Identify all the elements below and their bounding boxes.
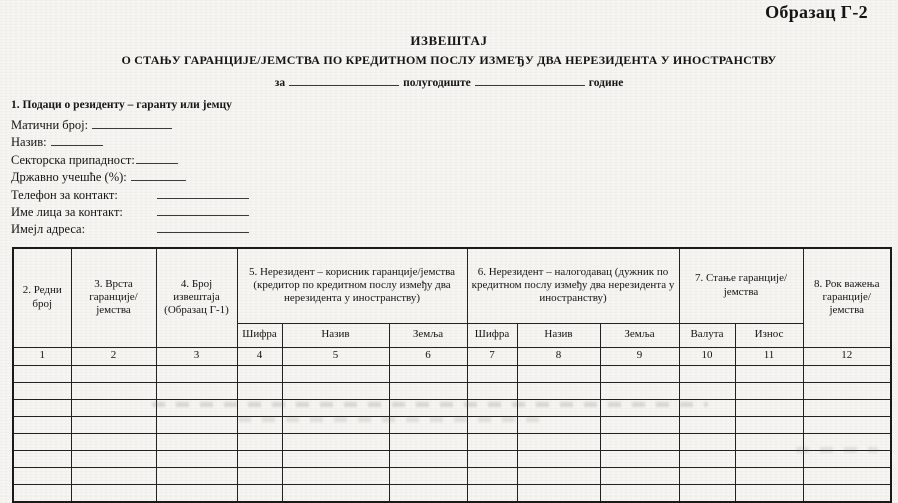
column-number-cell: 4 [237,347,282,365]
col-group-nonresident-beneficiary: 5. Нерезидент – корисник гаранције/јемства (кредитор по кредитном послу између два нерезидента у иностранству) [237,248,467,323]
field-label: Матични број: [11,118,89,132]
report-title: ИЗВЕШТАЈ [410,33,488,48]
subheader-code: Шифра [467,323,517,347]
empty-data-cell [237,450,282,467]
field-label: Назив: [11,135,47,150]
empty-data-cell [389,365,467,382]
empty-data-cell [389,450,467,467]
empty-data-cell [600,382,679,399]
subheader-name: Назив [282,323,389,347]
contact-phone-blank [157,187,249,199]
empty-data-cell [467,450,517,467]
empty-data-cell [467,467,517,484]
empty-data-cell [735,416,803,433]
field-label: Телефон за контакт: [11,187,118,202]
table-body [13,365,891,502]
field-label: Имејл адреса: [11,222,86,237]
empty-data-cell [600,433,679,450]
empty-data-row [13,484,891,502]
empty-data-row [13,365,891,382]
empty-data-cell [71,484,156,502]
empty-data-cell [13,382,71,399]
empty-data-cell [679,399,735,416]
empty-data-cell [679,484,735,502]
year-blank-field [475,74,585,86]
empty-data-cell [735,382,803,399]
empty-data-cell [679,382,735,399]
empty-data-cell [13,416,71,433]
column-number-cell: 1 [13,347,71,365]
empty-data-cell [600,450,679,467]
empty-data-cell [282,484,389,502]
empty-data-cell [13,433,71,450]
column-number-cell: 11 [735,347,803,365]
col-group-guarantee-state: 7. Стање гаранције/јемства [679,248,803,323]
col-header-report-number: 4. Број извештаја (Образац Г-1) [156,248,237,347]
empty-data-row [13,467,891,484]
empty-data-cell [735,450,803,467]
empty-data-cell [237,399,282,416]
empty-data-cell [679,450,735,467]
field-label: Секторска припадност: [11,152,135,167]
field-registration-number [11,117,331,134]
empty-data-cell [803,467,891,484]
period-prefix-label: за [274,77,286,89]
empty-data-cell [517,433,600,450]
empty-data-cell [13,450,71,467]
empty-data-cell [600,399,679,416]
column-number-cell: 3 [156,347,237,365]
column-number-cell: 2 [71,347,156,365]
email-blank [157,221,249,233]
empty-data-cell [600,416,679,433]
subheader-amount: Износ [735,323,803,347]
subheader-name: Назив [517,323,600,347]
empty-data-cell [735,365,803,382]
empty-data-cell [156,416,237,433]
field-label: Државно учешће (%): [11,170,127,185]
empty-data-cell [735,484,803,502]
empty-data-cell [517,467,600,484]
period-middle-label: полугодиште [403,77,471,89]
empty-data-cell [389,467,467,484]
empty-data-cell [389,416,467,433]
column-number-cell: 5 [282,347,389,365]
empty-data-cell [803,484,891,502]
empty-data-cell [517,484,600,502]
subheader-currency: Валута [679,323,735,347]
empty-data-cell [71,399,156,416]
report-subtitle: О СТАЊУ ГАРАНЦИЈЕ/ЈЕМСТВА ПО КРЕДИТНОМ ПОСЛУ ИЗМЕЂУ ДВА НЕРЕЗИДЕНТА У ИНОСТРАНСТВУ [121,53,777,67]
empty-data-cell [600,467,679,484]
empty-data-cell [803,365,891,382]
title-block [0,33,898,89]
empty-data-cell [71,365,156,382]
empty-data-cell [803,399,891,416]
col-header-guarantee-type: 3. Врста гаранције/ јемства [71,248,156,347]
empty-data-cell [735,433,803,450]
empty-data-cell [735,399,803,416]
empty-data-cell [237,433,282,450]
subheader-country: Земља [600,323,679,347]
guarantee-report-table [12,247,892,503]
empty-data-cell [71,382,156,399]
column-number-cell: 8 [517,347,600,365]
empty-data-cell [467,399,517,416]
table-header-group-row [13,248,891,323]
period-line [0,74,898,89]
empty-data-cell [156,365,237,382]
field-state-share [11,169,331,186]
empty-data-cell [156,484,237,502]
empty-data-cell [467,484,517,502]
col-header-serial-number: 2. Редни број [13,248,71,347]
empty-data-cell [156,450,237,467]
subheader-code: Шифра [237,323,282,347]
empty-data-row [13,382,891,399]
empty-data-cell [282,450,389,467]
empty-data-cell [389,382,467,399]
contact-person-blank [157,204,249,216]
empty-data-cell [282,365,389,382]
empty-data-cell [13,467,71,484]
field-name [11,134,331,151]
empty-data-cell [13,399,71,416]
empty-data-cell [467,416,517,433]
empty-data-cell [71,433,156,450]
empty-data-cell [237,416,282,433]
column-number-cell: 7 [467,347,517,365]
field-email [11,221,331,238]
empty-data-cell [71,450,156,467]
empty-data-cell [517,450,600,467]
col-header-validity-period: 8. Рок важења гаранције/ јемства [803,248,891,347]
empty-data-cell [237,382,282,399]
empty-data-cell [282,433,389,450]
empty-data-cell [156,399,237,416]
col-group-nonresident-principal: 6. Нерезидент – налогодавац (дужник по кредитном послу између два нерезидента у иностранству) [467,248,679,323]
empty-data-cell [517,416,600,433]
column-number-cell: 6 [389,347,467,365]
empty-data-cell [803,382,891,399]
empty-data-cell [679,433,735,450]
empty-data-row [13,416,891,433]
empty-data-cell [237,365,282,382]
empty-data-cell [389,399,467,416]
field-sector [11,152,331,169]
empty-data-cell [237,484,282,502]
empty-data-cell [803,450,891,467]
subheader-country: Земља [389,323,467,347]
empty-data-cell [389,433,467,450]
empty-data-cell [13,365,71,382]
empty-data-cell [679,365,735,382]
empty-data-cell [156,382,237,399]
empty-data-cell [517,399,600,416]
empty-data-cell [679,467,735,484]
empty-data-cell [282,399,389,416]
empty-data-cell [467,433,517,450]
empty-data-row [13,399,891,416]
empty-data-cell [679,416,735,433]
empty-data-cell [71,467,156,484]
column-number-cell: 12 [803,347,891,365]
empty-data-cell [282,416,389,433]
empty-data-cell [389,484,467,502]
empty-data-cell [467,365,517,382]
resident-section [11,99,331,239]
field-label: Име лица за контакт: [11,204,123,219]
empty-data-cell [282,382,389,399]
empty-data-row [13,433,891,450]
empty-data-cell [467,382,517,399]
empty-data-cell [735,467,803,484]
resident-section-heading: 1. Подаци о резиденту – гаранту или јемцу [11,99,232,111]
field-contact-phone [11,187,331,204]
empty-data-cell [237,467,282,484]
period-suffix-label: године [588,77,624,89]
name-blank [51,134,103,146]
empty-data-cell [71,416,156,433]
column-number-row [13,347,891,365]
empty-data-cell [600,365,679,382]
empty-data-cell [156,467,237,484]
registration-number-blank [92,117,172,129]
empty-data-cell [803,433,891,450]
empty-data-cell [517,382,600,399]
field-contact-person [11,204,331,221]
empty-data-cell [600,484,679,502]
empty-data-cell [156,433,237,450]
sector-blank [136,152,178,164]
form-code: Образац Г-2 [765,2,868,22]
empty-data-cell [13,484,71,502]
empty-data-cell [282,467,389,484]
column-number-cell: 10 [679,347,735,365]
empty-data-cell [517,365,600,382]
column-number-cell: 9 [600,347,679,365]
empty-data-row [13,450,891,467]
state-share-blank [131,169,186,181]
semester-blank-field [289,74,399,86]
empty-data-cell [803,416,891,433]
